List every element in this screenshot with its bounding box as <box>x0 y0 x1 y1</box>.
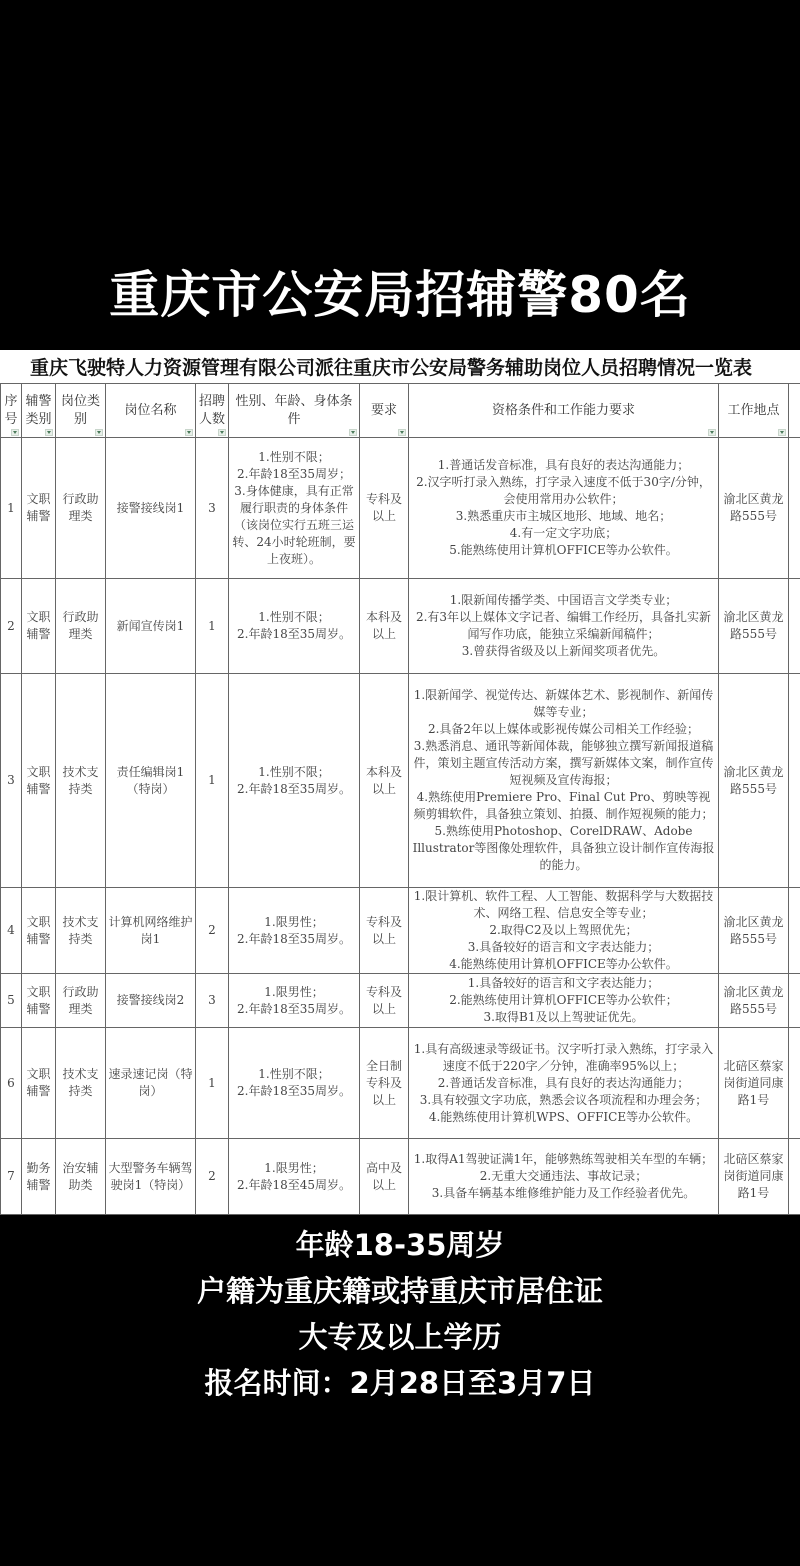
column-header-label: 岗位类别 <box>60 393 100 427</box>
table-row <box>1 579 800 674</box>
cell-conditions <box>229 888 360 974</box>
cell-count: 1 <box>196 579 229 674</box>
cell-post-name: 大型警务车辆驾驶岗1（特岗） <box>106 1139 196 1215</box>
cond-line: 1.性别不限； <box>258 1067 330 1081</box>
cell-education: 高中及以上 <box>360 1139 409 1215</box>
cell-location: 渝北区黄龙路555号 <box>719 438 789 579</box>
req-line: 2.具备2年以上媒体或影视传媒公司相关工作经验； <box>427 722 700 736</box>
req-line: 3.具备车辆基本维修维护能力及工作经验者优先。 <box>431 1186 696 1200</box>
cell-conditions <box>229 579 360 674</box>
req-line: 2.普通话发音标准，具有良好的表达沟通能力； <box>437 1075 690 1090</box>
cell-location: 北碚区蔡家岗街道同康路1号 <box>719 1028 789 1139</box>
cell-count: 2 <box>196 1139 229 1215</box>
filter-dropdown-icon[interactable] <box>398 429 406 436</box>
cond-line: 2.年龄18至35周岁。 <box>237 1001 351 1016</box>
cond-line: 1.性别不限； <box>258 449 330 464</box>
cell-conditions <box>229 974 360 1028</box>
column-header-count <box>196 384 229 438</box>
cond-line: 1.限男性； <box>264 984 324 999</box>
table-row <box>1 438 800 579</box>
req-line: 2.取得C2及以上驾照优先； <box>489 923 638 937</box>
req-line: 3.曾获得省级及以上新闻奖项者优先。 <box>461 644 666 658</box>
filter-dropdown-icon[interactable] <box>218 429 226 436</box>
cond-line: 2.年龄18至45周岁。 <box>237 1177 351 1192</box>
sheet-title: 重庆飞驶特人力资源管理有限公司派往重庆市公安局警务辅助岗位人员招聘情况一览表 <box>30 357 753 379</box>
req-line: 4.能熟练使用计算机WPS、OFFICE等办公软件。 <box>428 1109 699 1124</box>
req-line: 3.具备较好的语言和文字表达能力； <box>467 940 660 954</box>
cell-post-type: 技术支持类 <box>56 888 106 974</box>
cell-aux-type: 文职辅警 <box>22 674 56 888</box>
column-header-overflow <box>789 384 800 438</box>
filter-dropdown-icon[interactable] <box>45 429 53 436</box>
cell-requirements <box>409 579 719 674</box>
column-header-label: 招聘人数 <box>198 393 225 427</box>
cell-no: 6 <box>1 1028 22 1139</box>
column-header-label: 要求 <box>370 402 397 418</box>
cell-aux-type: 文职辅警 <box>22 579 56 674</box>
cell-aux-type: 文职辅警 <box>22 438 56 579</box>
cond-line: 1.限男性； <box>264 1160 324 1175</box>
cell-requirements <box>409 974 719 1028</box>
cond-line: 1.限男性； <box>264 914 324 929</box>
filter-dropdown-icon[interactable] <box>95 429 103 436</box>
footer-age: 年龄18-35周岁 <box>295 1228 505 1262</box>
req-line: 4.有一定文字功底； <box>509 526 618 540</box>
cell-post-name: 责任编辑岗1（特岗） <box>106 674 196 888</box>
cell-location: 渝北区黄龙路555号 <box>719 888 789 974</box>
cell-post-type: 行政助理类 <box>56 974 106 1028</box>
req-line: 3.具有较强文字功底，熟悉会议各项流程和办理会务； <box>419 1092 708 1107</box>
cell-aux-type: 文职辅警 <box>22 888 56 974</box>
req-line: 2.汉字听打录入熟练，打字录入速度不低于30字/分钟，会使用常用办公软件； <box>416 475 711 506</box>
table-row <box>1 888 800 974</box>
filter-dropdown-icon[interactable] <box>11 429 19 436</box>
column-header-label: 资格条件和工作能力要求 <box>491 402 635 418</box>
req-line: 2.能熟练使用计算机OFFICE等办公软件； <box>449 993 678 1007</box>
cond-line: 2.年龄18至35周岁。 <box>237 781 351 796</box>
cell-no: 1 <box>1 438 22 579</box>
cell-no: 5 <box>1 974 22 1028</box>
recruitment-table <box>0 383 800 1215</box>
cell-education: 全日制专科及以上 <box>360 1028 409 1139</box>
req-line: 4.熟练使用Premiere Pro、Final Cut Pro、剪映等视频剪辑软件，具备独立策划、拍摄、制作短视频的能力； <box>413 790 714 821</box>
cell-education: 本科及以上 <box>360 579 409 674</box>
table-row <box>1 1139 800 1215</box>
req-line: 1.具有高级速录等级证书。汉字听打录入熟练，打字录入速度不低于220字／分钟，准确率95%以上； <box>413 1041 714 1073</box>
cell-requirements <box>409 1028 719 1139</box>
cell-conditions <box>229 674 360 888</box>
req-line: 1.普通话发音标准，具有良好的表达沟通能力； <box>437 458 690 472</box>
req-line: 3.取得B1及以上驾驶证优先。 <box>483 1010 644 1024</box>
req-line: 3.熟悉重庆市主城区地形、地域、地名； <box>455 509 672 523</box>
cell-requirements <box>409 1139 719 1215</box>
req-line: 1.取得A1驾驶证满1年，能够熟练驾驶相关车型的车辆； <box>413 1152 714 1166</box>
footer-registration-time: 报名时间：2月28日至3月7日 <box>204 1366 596 1400</box>
cell-count: 2 <box>196 888 229 974</box>
cell-overflow <box>789 888 800 974</box>
column-header-label: 序号 <box>4 393 18 427</box>
footer-education: 大专及以上学历 <box>298 1320 502 1354</box>
cell-post-name: 新闻宣传岗1 <box>106 579 196 674</box>
cell-count: 3 <box>196 974 229 1028</box>
cell-post-type: 治安辅助类 <box>56 1139 106 1215</box>
req-line: 3.熟悉消息、通讯等新闻体裁，能够独立撰写新闻报道稿件，策划主题宣传活动方案，撰写新媒体文案，制作宣传短视频及宣传海报； <box>413 739 714 787</box>
table-row <box>1 1028 800 1139</box>
cell-location: 渝北区黄龙路555号 <box>719 974 789 1028</box>
column-header-label: 工作地点 <box>727 402 780 418</box>
cell-education: 本科及以上 <box>360 674 409 888</box>
cell-overflow <box>789 674 800 888</box>
filter-dropdown-icon[interactable] <box>349 429 357 436</box>
cond-line: 2.年龄18至35周岁。 <box>237 1084 351 1098</box>
column-header-conditions <box>229 384 360 438</box>
cell-post-type: 行政助理类 <box>56 579 106 674</box>
column-header-label: 岗位名称 <box>124 402 177 418</box>
req-line: 4.能熟练使用计算机OFFICE等办公软件。 <box>449 957 678 971</box>
column-header-aux_type <box>22 384 56 438</box>
req-line: 2.有3年以上媒体文字记者、编辑工作经历，具备扎实新闻写作功底，能独立采编新闻稿件； <box>415 610 712 641</box>
cell-no: 4 <box>1 888 22 974</box>
req-line: 1.具备较好的语言和文字表达能力； <box>467 976 660 990</box>
cell-no: 7 <box>1 1139 22 1215</box>
column-header-education <box>360 384 409 438</box>
headline: 重庆市公安局招辅警80名 <box>109 266 691 324</box>
cell-aux-type: 勤务辅警 <box>22 1139 56 1215</box>
column-header-requirements <box>409 384 719 438</box>
cond-line: 2.年龄18至35周岁。 <box>237 627 351 641</box>
cell-requirements <box>409 438 719 579</box>
cond-line: 2.年龄18至35周岁； <box>237 466 351 481</box>
table-row <box>1 974 800 1028</box>
cell-post-name: 接警接线岗1 <box>106 438 196 579</box>
cell-overflow <box>789 1139 800 1215</box>
filter-dropdown-icon[interactable] <box>185 429 193 436</box>
filter-dropdown-icon[interactable] <box>708 429 716 436</box>
cell-overflow <box>789 579 800 674</box>
cell-conditions <box>229 1028 360 1139</box>
cell-post-type: 技术支持类 <box>56 674 106 888</box>
cell-no: 2 <box>1 579 22 674</box>
column-header-label: 性别、年龄、身体条件 <box>235 393 353 427</box>
column-header-no <box>1 384 22 438</box>
cell-requirements <box>409 674 719 888</box>
cell-education: 专科及以上 <box>360 974 409 1028</box>
header-row <box>1 384 800 438</box>
cell-post-name: 接警接线岗2 <box>106 974 196 1028</box>
footer-residence: 户籍为重庆籍或持重庆市居住证 <box>196 1274 603 1308</box>
cond-line: 2.年龄18至35周岁。 <box>237 931 351 946</box>
recruitment-sheet <box>0 350 800 1214</box>
cell-location: 渝北区黄龙路555号 <box>719 674 789 888</box>
cond-line: 3.身体健康，具有正常履行职责的身体条件（该岗位实行五班三运转、24小时轮班制，要上夜班）。 <box>232 483 356 566</box>
cell-aux-type: 文职辅警 <box>22 974 56 1028</box>
cell-overflow <box>789 974 800 1028</box>
cell-aux-type: 文职辅警 <box>22 1028 56 1139</box>
cell-location: 渝北区黄龙路555号 <box>719 579 789 674</box>
cell-location: 北碚区蔡家岗街道同康路1号 <box>719 1139 789 1215</box>
req-line: 1.限新闻学、视觉传达、新媒体艺术、影视制作、新闻传媒等专业； <box>413 688 714 719</box>
column-header-label: 辅警类别 <box>25 393 52 427</box>
cell-count: 3 <box>196 438 229 579</box>
cell-overflow <box>789 1028 800 1139</box>
cell-conditions <box>229 1139 360 1215</box>
cell-post-type: 技术支持类 <box>56 1028 106 1139</box>
column-header-post_name <box>106 384 196 438</box>
cell-education: 专科及以上 <box>360 438 409 579</box>
cond-line: 1.性别不限； <box>258 610 330 624</box>
cell-requirements <box>409 888 719 974</box>
cell-post-name: 计算机网络维护岗1 <box>106 888 196 974</box>
table-row <box>1 674 800 888</box>
cell-count: 1 <box>196 1028 229 1139</box>
cell-overflow <box>789 438 800 579</box>
column-header-location <box>719 384 789 438</box>
req-line: 5.熟练使用Photoshop、CorelDRAW、Adobe Illustrator等图像处理软件，具备独立设计制作宣传海报的能力。 <box>412 824 715 872</box>
req-line: 1.限新闻传播学类、中国语言文学类专业； <box>449 593 678 607</box>
req-line: 5.能熟练使用计算机OFFICE等办公软件。 <box>449 543 678 557</box>
cond-line: 1.性别不限； <box>258 764 330 779</box>
cell-post-name: 速录速记岗（特岗） <box>106 1028 196 1139</box>
req-line: 1.限计算机、软件工程、人工智能、数据科学与大数据技术、网络工程、信息安全等专业； <box>413 889 714 920</box>
req-line: 2.无重大交通违法、事故记录； <box>479 1169 648 1183</box>
cell-post-type: 行政助理类 <box>56 438 106 579</box>
cell-no: 3 <box>1 674 22 888</box>
footer-notes <box>0 1222 800 1406</box>
cell-count: 1 <box>196 674 229 888</box>
cell-education: 专科及以上 <box>360 888 409 974</box>
column-header-post_type <box>56 384 106 438</box>
cell-conditions <box>229 438 360 579</box>
filter-dropdown-icon[interactable] <box>778 429 786 436</box>
